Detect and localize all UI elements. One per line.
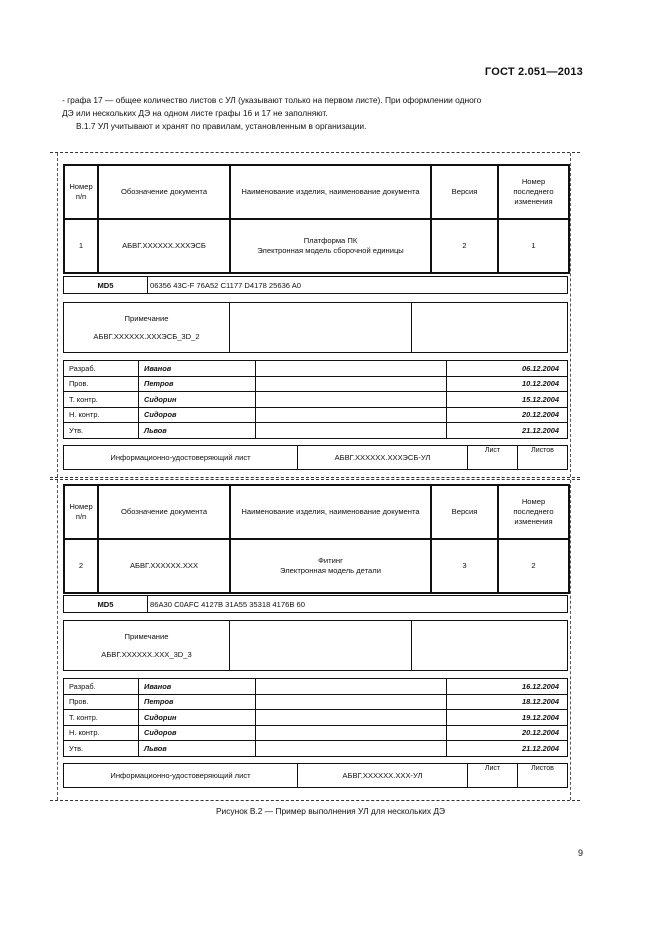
sheet-1-signatures-table	[63, 360, 568, 439]
signature-cell	[256, 423, 447, 439]
standard-header: ГОСТ 2.051—2013	[484, 66, 583, 78]
sheet-1-num: 1	[64, 219, 98, 273]
signer-name: Львов	[139, 741, 256, 757]
sheet-2-main-table	[63, 484, 570, 594]
signature-cell	[256, 407, 447, 423]
note-label: Примечание	[124, 314, 169, 323]
sign-date: 18.12.2004	[447, 694, 568, 710]
sign-date: 15.12.2004	[447, 392, 568, 408]
sheet-2-note-table	[63, 620, 568, 671]
role-label: Т. контр.	[64, 710, 139, 726]
intro-line-3: В.1.7 УЛ учитывают и хранят по правилам, установленным в организации.	[76, 121, 367, 131]
sheet-1-designation: АБВГ.ХХХХХХ.ХХХЭСБ	[98, 219, 230, 273]
signer-name: Иванов	[139, 361, 256, 377]
role-label: Разраб.	[64, 679, 139, 695]
col-name-header: Наименование изделия, наименование документа	[230, 165, 431, 219]
figure-caption: Рисунок В.2 — Пример выполнения УЛ для нескольких ДЭ	[215, 806, 446, 816]
listov-label: Листов	[518, 446, 568, 470]
col-version-header: Версия	[431, 165, 498, 219]
signature-cell	[256, 376, 447, 392]
info-label: Информационно-удостоверяющий лист	[64, 764, 298, 788]
page-number: 9	[577, 848, 583, 858]
sheet-1-md5-table	[63, 276, 568, 294]
md5-label: MD5	[64, 277, 148, 294]
sheet-1-ul-designation: АБВГ.ХХХХХХ.ХХХЭСБ-УЛ	[298, 446, 468, 470]
signature-cell	[256, 679, 447, 695]
sign-date: 21.12.2004	[447, 741, 568, 757]
sheet-2-note-empty-1	[230, 621, 412, 671]
sheet-2-name-line-1: Фитинг	[318, 556, 343, 565]
listov-label: Листов	[518, 764, 568, 788]
note-label: Примечание	[124, 632, 169, 641]
sheet-1-note-empty-1	[230, 303, 412, 353]
intro-line-1: - графа 17 — общее количество листов с УЛ (указывают только на первом листе). При оформлении одного	[62, 95, 482, 105]
sheet-2-info-table	[63, 763, 568, 788]
sheet-2-md5-value: 86A30 C0AFC 4127B 31A55 35318 4176B 60	[148, 596, 568, 613]
col-designation-header: Обозначение документа	[98, 165, 230, 219]
sheet-1-note-empty-2	[412, 303, 568, 353]
role-label: Пров.	[64, 376, 139, 392]
sheet-1-main-table	[63, 164, 570, 274]
sheet-2-note-value: АБВГ.ХХХХХХ.ХХХ_3D_3	[101, 650, 192, 659]
signer-name: Иванов	[139, 679, 256, 695]
sheet-1-last-change: 1	[498, 219, 569, 273]
sheet-2-ul-designation: АБВГ.ХХХХХХ.ХХХ-УЛ	[298, 764, 468, 788]
signer-name: Сидоров	[139, 407, 256, 423]
signer-name: Сидоров	[139, 725, 256, 741]
signature-cell	[256, 741, 447, 757]
signature-cell	[256, 392, 447, 408]
role-label: Утв.	[64, 423, 139, 439]
role-label: Пров.	[64, 694, 139, 710]
sheet-1-md5-value: 06356 43C-F 76A52 C1177 D4178 25636 A0	[148, 277, 568, 294]
md5-label: MD5	[64, 596, 148, 613]
col-last-change-header: Номер последнего изменения	[498, 485, 569, 539]
sheet-2-note-empty-2	[412, 621, 568, 671]
list-label: Лист	[468, 764, 518, 788]
signer-name: Сидорин	[139, 392, 256, 408]
signature-cell	[256, 361, 447, 377]
col-num-header: Номер п/п	[64, 165, 98, 219]
sheet-2-designation: АБВГ.ХХХХХХ.ХХХ	[98, 539, 230, 593]
sheet-2-version: 3	[431, 539, 498, 593]
sheet-2-signatures-table	[63, 678, 568, 757]
col-version-header: Версия	[431, 485, 498, 539]
sign-date: 10.12.2004	[447, 376, 568, 392]
sheet-1-note	[64, 303, 230, 353]
sign-date: 06.12.2004	[447, 361, 568, 377]
info-label: Информационно-удостоверяющий лист	[64, 446, 298, 470]
role-label: Н. контр.	[64, 407, 139, 423]
role-label: Т. контр.	[64, 392, 139, 408]
sheet-1-name	[230, 219, 431, 273]
col-designation-header: Обозначение документа	[98, 485, 230, 539]
sheet-2-name-line-2: Электронная модель детали	[280, 566, 381, 575]
role-label: Н. контр.	[64, 725, 139, 741]
role-label: Разраб.	[64, 361, 139, 377]
col-num-header: Номер п/п	[64, 485, 98, 539]
sign-date: 20.12.2004	[447, 407, 568, 423]
sheet-1-note-table	[63, 302, 568, 353]
sheet-1-note-value: АБВГ.ХХХХХХ.ХХХЭСБ_3D_2	[93, 332, 200, 341]
sheet-1-info-table	[63, 445, 568, 470]
col-name-header: Наименование изделия, наименование документа	[230, 485, 431, 539]
col-last-change-header: Номер последнего изменения	[498, 165, 569, 219]
intro-line-2: ДЭ или нескольких ДЭ на одном листе графы 16 и 17 не заполняют.	[62, 108, 328, 118]
sheet-2-name	[230, 539, 431, 593]
sign-date: 21.12.2004	[447, 423, 568, 439]
sheet-2-last-change: 2	[498, 539, 569, 593]
sheet-2-md5-table	[63, 595, 568, 613]
sign-date: 19.12.2004	[447, 710, 568, 726]
signer-name: Львов	[139, 423, 256, 439]
signature-cell	[256, 694, 447, 710]
signer-name: Петров	[139, 694, 256, 710]
signer-name: Сидорин	[139, 710, 256, 726]
signer-name: Петров	[139, 376, 256, 392]
sheet-1-name-line-1: Платформа ПК	[303, 236, 358, 245]
signature-cell	[256, 725, 447, 741]
sheet-1-name-line-2: Электронная модель сборочной единицы	[257, 246, 404, 255]
signature-cell	[256, 710, 447, 726]
sheet-2-num: 2	[64, 539, 98, 593]
sign-date: 20.12.2004	[447, 725, 568, 741]
list-label: Лист	[468, 446, 518, 470]
sheet-1-version: 2	[431, 219, 498, 273]
role-label: Утв.	[64, 741, 139, 757]
sheet-2-note	[64, 621, 230, 671]
sign-date: 16.12.2004	[447, 679, 568, 695]
